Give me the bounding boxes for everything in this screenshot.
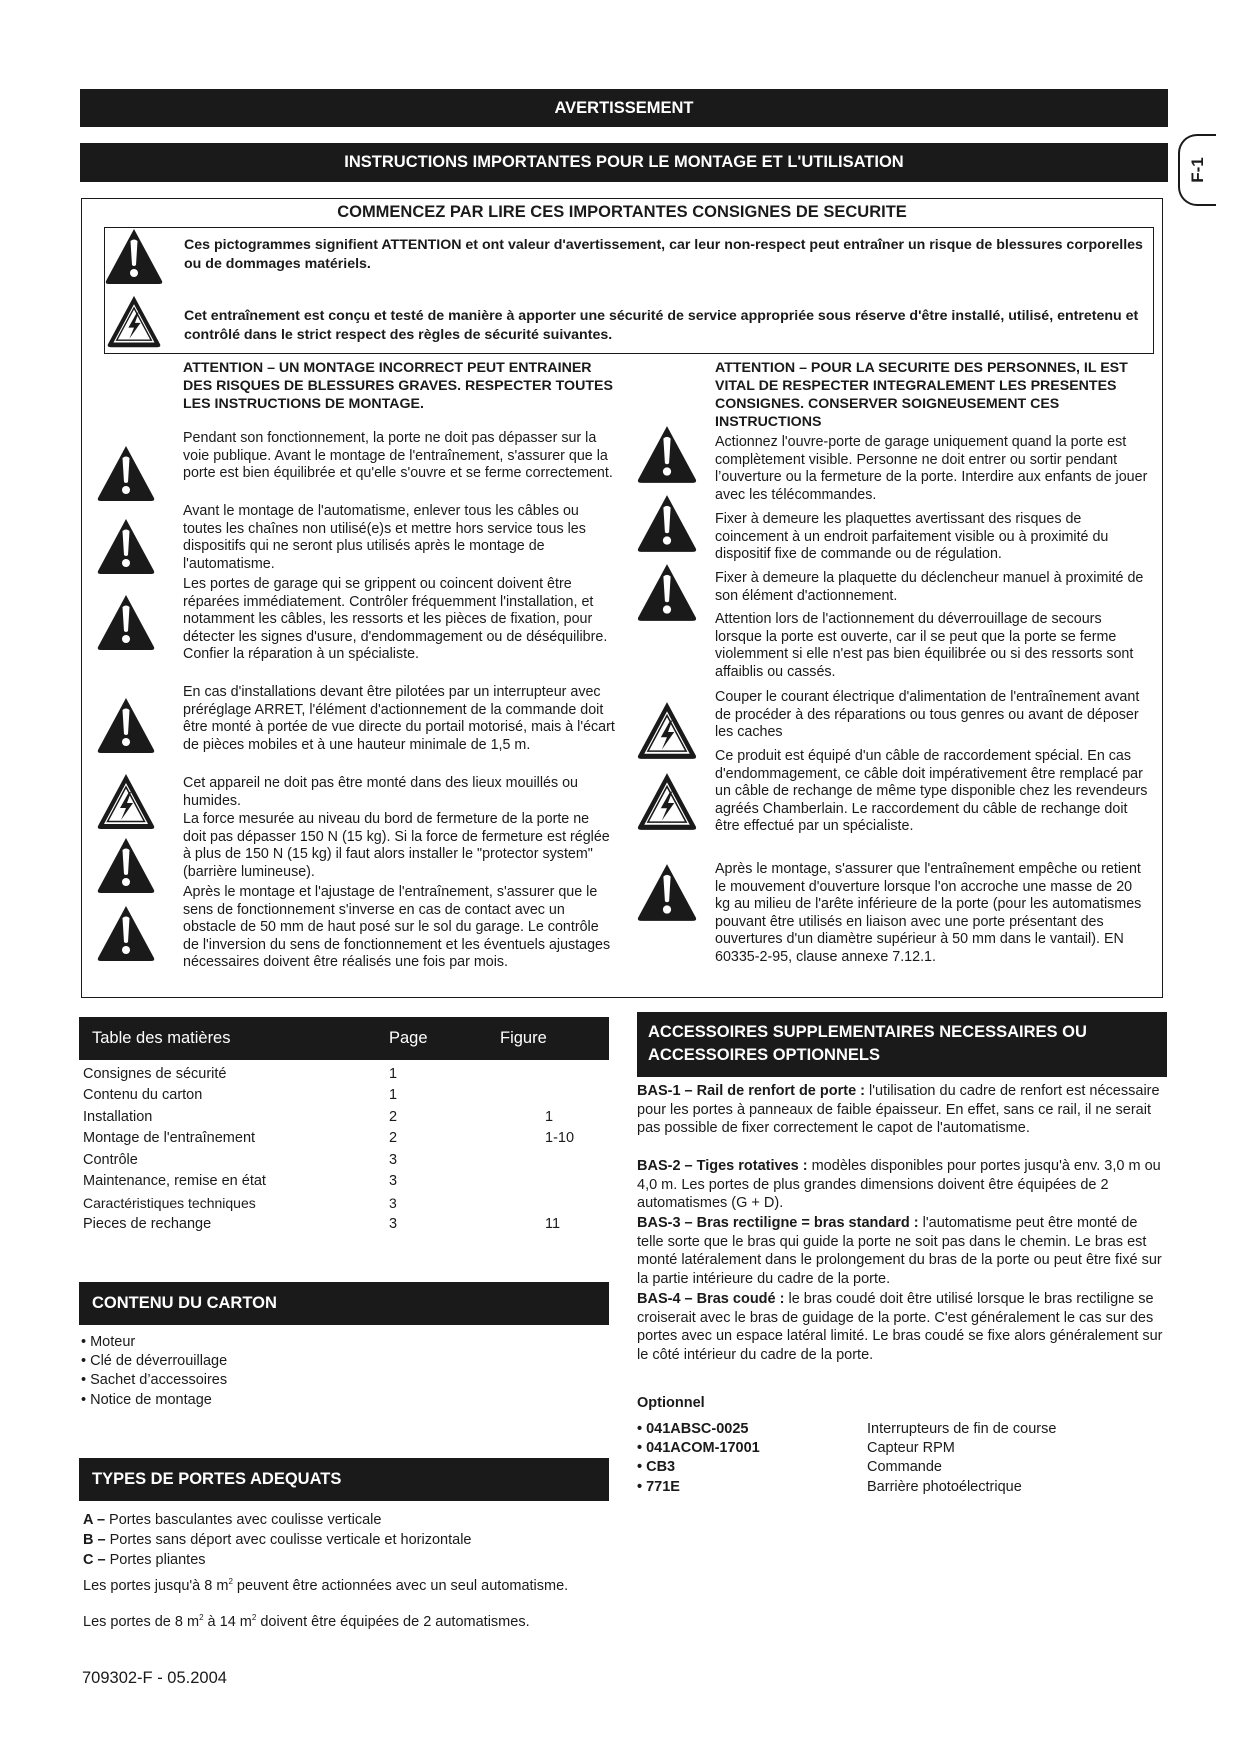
toc-label: Caractéristiques techniques bbox=[83, 1195, 256, 1211]
toc-label: Montage de l'entraînement bbox=[83, 1130, 256, 1146]
page-tab-label: F-1 bbox=[1188, 157, 1207, 183]
toc-label: Contrôle bbox=[83, 1152, 138, 1168]
toc-figure: 11 bbox=[545, 1216, 561, 1232]
accessory-bas-4-label: BAS-4 – Bras coudé : bbox=[637, 1291, 785, 1307]
door-types-title: TYPES DE PORTES ADEQUATS bbox=[92, 1470, 342, 1488]
accessories-title-line-2: ACCESSOIRES OPTIONNELS bbox=[648, 1046, 880, 1064]
toc-page: 1 bbox=[389, 1066, 398, 1082]
left-para-3: Les portes de garage qui se grippent ou coincent doivent être réparées immédiatement. Contrôler fréquemment l'installation, et notamment les câbles, les ressorts et les pièces de fixation, pour détecter les signes d'usure, d'endommagement ou de déséquilibre. Confier la réparation à un spécialiste. bbox=[183, 576, 608, 663]
document-reference: 709302-F - 05.2004 bbox=[82, 1669, 227, 1687]
door-type-c-label: C – bbox=[83, 1552, 106, 1568]
warning-icon bbox=[96, 444, 156, 504]
toc-page: 2 bbox=[389, 1109, 398, 1125]
option-code: • CB3 bbox=[637, 1459, 676, 1475]
electric-shock-icon bbox=[96, 772, 156, 832]
warning-icon bbox=[96, 696, 156, 756]
left-para-4: En cas d'installations devant être pilotées par un interrupteur avec préréglage ARRET, l'élément d'actionnement de la commande doit être monté à portée de vue directe du portail motorisé, mais à l'écart de pièces mobiles et à une hauteur minimale de 1,5 m. bbox=[183, 684, 615, 753]
left-warning-heading: ATTENTION – UN MONTAGE INCORRECT PEUT ENTRAINER DES RISQUES DE BLESSURES GRAVES. RESPECTER TOUTES LES INSTRUCTIONS DE MONTAGE. bbox=[183, 360, 613, 412]
safety-title: COMMENCEZ PAR LIRE CES IMPORTANTES CONSIGNES DE SECURITE bbox=[337, 203, 907, 221]
electric-shock-icon bbox=[636, 771, 698, 833]
electric-shock-icon bbox=[636, 700, 698, 762]
door-type-a-label: A – bbox=[83, 1512, 106, 1528]
warning-icon bbox=[636, 862, 698, 924]
option-description: Capteur RPM bbox=[867, 1440, 955, 1456]
door-type-c bbox=[83, 1552, 206, 1568]
door-size-note-2 bbox=[83, 1613, 603, 1630]
toc-page: 3 bbox=[389, 1195, 397, 1211]
instructions-title: INSTRUCTIONS IMPORTANTES POUR LE MONTAGE ET L'UTILISATION bbox=[344, 153, 904, 171]
door-size-note-2-text: à 14 m bbox=[203, 1613, 252, 1630]
right-para-7: Après le montage, s'assurer que l'entraînement empêche ou retient le mouvement d'ouverture lorsque l'on accroche une masse de 20 kg au milieu de l'arête inférieure de la porte (pour les automatismes pouvant être utilisés en liaison avec une porte présentant des ouvertures d'un diamètre supérieur à 50 mm dans le vantail). EN 60335-2-95, clause annexe 7.12.1. bbox=[715, 861, 1142, 965]
toc-figure: 1 bbox=[545, 1109, 554, 1125]
safety-intro-1: Ces pictogrammes signifient ATTENTION et ont valeur d'avertissement, car leur non-respect peut entraîner un risque de blessures corporelles ou de dommages matériels. bbox=[184, 237, 1143, 272]
toc-row[interactable] bbox=[83, 1216, 583, 1236]
left-para-2: Avant le montage de l'automatisme, enlever tous les câbles ou toutes les chaînes non utilisé(e)s et mettre hors service tous les dispositifs qui ne seront plus utilisés après le montage de l'automatisme. bbox=[183, 503, 586, 572]
option-code: • 771E bbox=[637, 1479, 680, 1495]
warning-title-bar bbox=[80, 89, 1168, 127]
door-type-b-label: B – bbox=[83, 1532, 106, 1548]
superscript: 2 bbox=[228, 1577, 233, 1586]
accessory-bas-4 bbox=[637, 1290, 1167, 1364]
option-code: • 041ABSC-0025 bbox=[637, 1421, 749, 1437]
door-type-c-text: Portes pliantes bbox=[105, 1552, 206, 1568]
door-size-note-2-text: doivent être équipées de 2 automatismes. bbox=[256, 1613, 530, 1630]
left-para-1: Pendant son fonctionnement, la porte ne doit pas dépasser sur la voie publique. Avant le montage de l'entraînement, s'assurer que la porte est bien équilibrée et qu'elle s'ouvre et se ferme correctement. bbox=[183, 430, 613, 482]
warning-icon bbox=[104, 227, 164, 287]
contents-item: • Sachet d’accessoires bbox=[81, 1372, 228, 1388]
door-type-a-text: Portes basculantes avec coulisse verticale bbox=[105, 1512, 382, 1528]
right-para-1: Actionnez l'ouvre-porte de garage uniquement quand la porte est complètement visible. Personne ne doit entrer ou sortir pendant l’ouverture ou la fermeture de la porte. Interdire aux enfants de jouer avec les télécommandes. bbox=[715, 434, 1148, 503]
toc-row[interactable] bbox=[83, 1087, 583, 1107]
electric-shock-icon bbox=[106, 294, 162, 350]
right-para-6: Ce produit est équipé d'un câble de raccordement spécial. En cas d'endommagement, ce câble doit impérativement être remplacé par un câble de rechange de même type disponible chez les revendeurs agréés Chamberlain. Le raccordement du câble de rechange doit être effectué par un spécialiste. bbox=[715, 748, 1148, 835]
toc-row[interactable] bbox=[83, 1109, 583, 1129]
toc-page: 3 bbox=[389, 1173, 398, 1189]
accessories-header bbox=[637, 1012, 1167, 1077]
contents-item: • Notice de montage bbox=[81, 1392, 212, 1408]
toc-label: Installation bbox=[83, 1109, 153, 1125]
toc-row[interactable] bbox=[83, 1173, 583, 1193]
accessory-bas-1-label: BAS-1 – Rail de renfort de porte : bbox=[637, 1083, 866, 1099]
superscript: 2 bbox=[199, 1613, 204, 1622]
left-para-7: Après le montage et l'ajustage de l'entraînement, s'assurer que le sens de fonctionnement s'inverse en cas de contact avec un obstacle de 50 mm de haut posé sur le sol du garage. Le contrôle de l'inversion du sens de fonctionnement et les éventuels ajustages nécessaires doivent être réalisés une fois par mois. bbox=[183, 884, 611, 971]
contents-item: • Moteur bbox=[81, 1334, 136, 1350]
warning-icon bbox=[636, 562, 698, 624]
accessory-bas-1 bbox=[637, 1082, 1167, 1138]
accessory-bas-1-text: l'utilisation du cadre de renfort est nécessaire pour les portes à panneaux de faible épaisseur. En effet, sans ce rail, il ne serait pas possible de fixer correctement le capot de l'automatisme. bbox=[637, 1083, 1160, 1137]
toc-row[interactable] bbox=[83, 1066, 583, 1086]
accessory-bas-2-label: BAS-2 – Tiges rotatives : bbox=[637, 1158, 808, 1174]
accessories-title-line-1: ACCESSOIRES SUPPLEMENTAIRES NECESSAIRES OU bbox=[648, 1023, 1087, 1041]
toc-label: Pieces de rechange bbox=[83, 1216, 212, 1232]
accessory-bas-3-text: l'automatisme peut être monté de telle sorte que le bras qui guide la porte ne soit pas dans le chemin. Le bras est monté latéralement dans le prolongement du bras de la porte ou peut être fixé sur la partie intérieure du cadre de la porte. bbox=[637, 1215, 1162, 1287]
option-description: Barrière photoélectrique bbox=[867, 1479, 1022, 1495]
toc-figure-header: Figure bbox=[500, 1029, 547, 1047]
accessory-bas-2-text: modèles disponibles pour portes jusqu'à env. 3,0 m ou 4,0 m. Les portes de plus grandes dimensions doivent être équipées de 2 automatismes (G + D). bbox=[637, 1158, 1161, 1212]
toc-label: Maintenance, remise en état bbox=[83, 1173, 266, 1189]
right-para-5: Couper le courant électrique d'alimentation de l'entraînement avant de procéder à des réparations ou tous genres ou avant de déposer les caches bbox=[715, 689, 1140, 741]
warning-icon bbox=[96, 517, 156, 577]
contents-title: CONTENU DU CARTON bbox=[92, 1294, 277, 1312]
accessory-bas-3 bbox=[637, 1214, 1167, 1288]
contents-header bbox=[79, 1282, 609, 1325]
door-type-b bbox=[83, 1532, 472, 1548]
left-para-5: Cet appareil ne doit pas être monté dans des lieux mouillés ou humides. bbox=[183, 775, 578, 809]
accessory-bas-4-text: le bras coudé doit être utilisé lorsque le bras rectiligne se croiserait avec le bras de guidage de la porte. C'est généralement le cas sur des portes avec un espace latéral limité. Le bras coudé se fixe alors généralement sur le côté intérieur du cadre de la porte. bbox=[637, 1291, 1163, 1363]
warning-icon bbox=[96, 836, 156, 896]
instructions-title-bar bbox=[80, 143, 1168, 182]
toc-page: 3 bbox=[389, 1152, 398, 1168]
toc-page: 1 bbox=[389, 1087, 398, 1103]
warning-icon bbox=[636, 424, 698, 486]
optional-label: Optionnel bbox=[637, 1395, 705, 1411]
door-type-a bbox=[83, 1512, 381, 1528]
accessory-bas-2 bbox=[637, 1157, 1167, 1213]
superscript: 2 bbox=[251, 1613, 257, 1622]
right-para-4: Attention lors de l'actionnement du déverrouillage de secours lorsque la porte est ouverte, car il se peut que la porte se ferme violemment si elle n'est pas bien équilibrée ou si des ressorts sont affaiblis ou cassés. bbox=[715, 611, 1134, 680]
warning-icon bbox=[96, 593, 156, 653]
toc-title: Table des matières bbox=[92, 1029, 231, 1047]
door-size-note-1-text: peuvent être actionnées avec un seul automatisme. bbox=[232, 1577, 569, 1594]
right-warning-heading: ATTENTION – POUR LA SECURITE DES PERSONNES, IL EST VITAL DE RESPECTER INTEGRALEMENT LES PRESENTES CONSIGNES. CONSERVER SOIGNEUSEMENT CES INSTRUCTIONS bbox=[715, 360, 1128, 430]
toc-label: Consignes de sécurité bbox=[83, 1066, 227, 1082]
toc-header bbox=[79, 1017, 609, 1060]
option-code: • 041ACOM-17001 bbox=[637, 1440, 760, 1456]
contents-item: • Clé de déverrouillage bbox=[81, 1353, 228, 1369]
safety-intro-2: Cet entraînement est conçu et testé de manière à apporter une sécurité de service appropriée sous réserve d'être installé, utilisé, entretenu et contrôlé dans le strict respect des règles de sécurité suivantes. bbox=[184, 308, 1139, 343]
toc-row[interactable] bbox=[83, 1130, 583, 1150]
page-tab bbox=[1178, 134, 1216, 206]
option-description: Commande bbox=[867, 1459, 942, 1475]
door-type-b-text: Portes sans déport avec coulisse verticale et horizontale bbox=[105, 1532, 472, 1548]
warning-icon bbox=[96, 904, 156, 964]
right-para-3: Fixer à demeure la plaquette du déclencheur manuel à proximité de son élément d'actionnement. bbox=[715, 570, 1144, 604]
warning-icon bbox=[636, 493, 698, 555]
door-types-header bbox=[79, 1458, 609, 1501]
accessory-bas-3-label: BAS-3 – Bras rectiligne = bras standard : bbox=[637, 1215, 919, 1231]
toc-page: 2 bbox=[389, 1130, 398, 1146]
warning-title: AVERTISSEMENT bbox=[554, 99, 694, 117]
door-size-note-1 bbox=[83, 1572, 583, 1596]
door-size-note-1-text: Les portes jusqu'à 8 m bbox=[83, 1577, 229, 1594]
option-description: Interrupteurs de fin de course bbox=[867, 1421, 1057, 1437]
toc-row[interactable] bbox=[83, 1152, 583, 1172]
toc-row[interactable] bbox=[83, 1195, 583, 1215]
toc-page-header: Page bbox=[389, 1029, 428, 1047]
toc-figure: 1-10 bbox=[545, 1130, 575, 1146]
right-para-2: Fixer à demeure les plaquettes avertissant des risques de coincement à un endroit parfaitement visible ou à proximité du dispositif fixe de commande ou de régulation. bbox=[715, 511, 1109, 563]
toc-label: Contenu du carton bbox=[83, 1087, 203, 1103]
left-para-6: La force mesurée au niveau du bord de fermeture de la porte ne doit pas dépasser 150 N (15 kg). Si la force de fermeture est réglée à plus de 150 N (15 kg) il faut alors installer le "protector system" (barrière lumineuse). bbox=[183, 811, 610, 880]
door-size-note-2-text: Les portes de 8 m bbox=[83, 1613, 200, 1630]
toc-page: 3 bbox=[389, 1216, 398, 1232]
